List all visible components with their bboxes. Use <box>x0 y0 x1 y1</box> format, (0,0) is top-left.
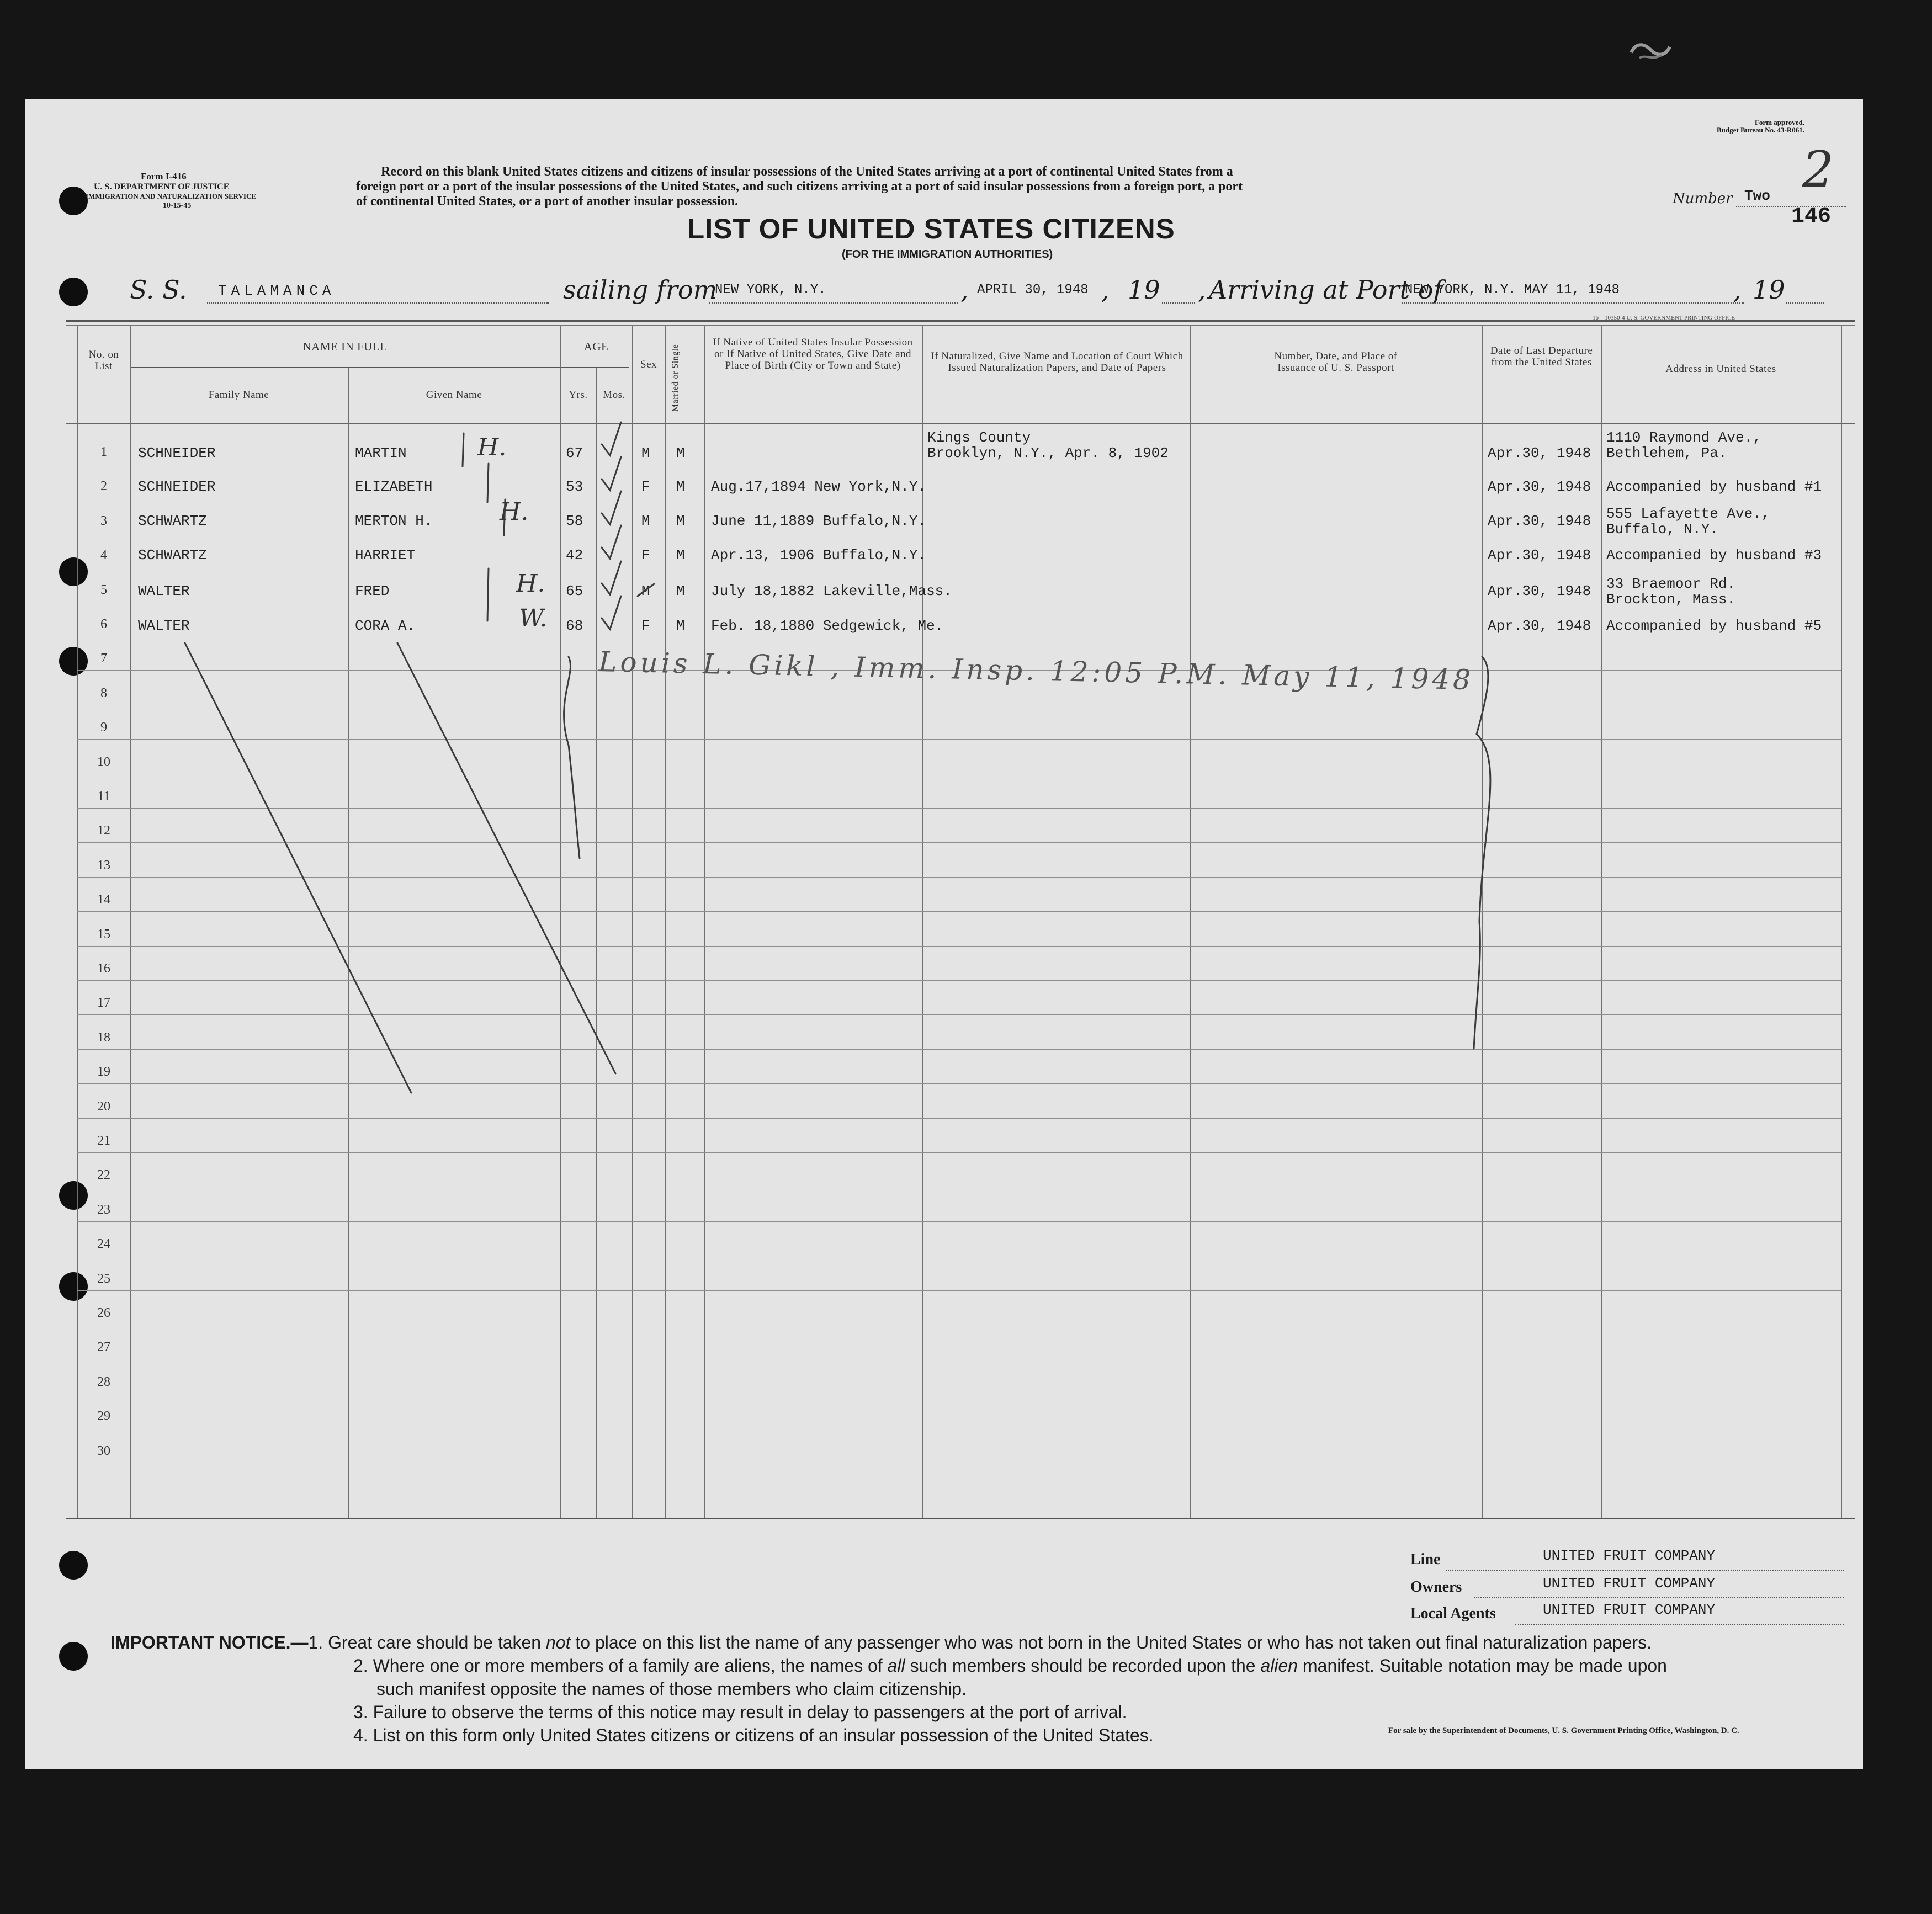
row-number: 18 <box>97 1030 110 1045</box>
row-number: 6 <box>100 617 107 631</box>
diagonal-stroke <box>397 643 615 1073</box>
instruction-line: Record on this blank United States citizens and citizens of insular possessions of the United States arriving at a port of continental United States from a <box>381 164 1233 179</box>
notice-text: to place on this list the name of any passenger who was not born in the United States or who has not taken out final naturalization papers. <box>570 1633 1652 1652</box>
notice-line-2b: such manifest opposite the names of those members who claim citizenship. <box>376 1679 967 1699</box>
row-number: 19 <box>97 1065 110 1080</box>
address-line: 33 Braemoor Rd. <box>1606 576 1736 592</box>
diagonal-stroke <box>185 643 411 1093</box>
mark-bar <box>487 568 489 621</box>
year-comma: , <box>1198 275 1206 305</box>
row-number: 15 <box>97 927 110 942</box>
header-age: AGE <box>583 340 609 353</box>
row-number: 23 <box>97 1202 110 1217</box>
header-passport: Number, Date, and Place of Issuance of U. S. Passport <box>1274 350 1398 374</box>
notice-line-2 <box>110 1654 1667 1677</box>
given-name: MERTON H. <box>355 513 433 529</box>
row-number: 5 <box>100 582 107 597</box>
sailing-date: APRIL 30, 1948 <box>977 283 1089 297</box>
header-native: If Native of United States Insular Possession or If Native of United States, Give Date and Place of Birth (City or Town and State) <box>713 337 913 371</box>
departure-date: Apr.30, 1948 <box>1488 547 1591 563</box>
mark-handwritten: H. <box>477 433 507 461</box>
line-label: Line <box>1410 1551 1441 1568</box>
form-id: Form I-416 <box>141 171 187 182</box>
sex: F <box>641 478 650 495</box>
address-line: Accompanied by husband #3 <box>1606 547 1822 563</box>
family-name: WALTER <box>138 618 190 634</box>
given-name: CORA A. <box>355 618 416 634</box>
marital-status: M <box>676 513 685 529</box>
year-label-1: 19 <box>1128 275 1160 305</box>
bracket-stroke <box>564 657 580 858</box>
given-name: FRED <box>355 583 390 599</box>
sailing-comma: , <box>1101 275 1110 305</box>
row-number: 30 <box>97 1443 110 1458</box>
row-number: 22 <box>97 1168 110 1183</box>
marital-status: M <box>676 445 685 461</box>
row-number: 3 <box>100 513 107 528</box>
family-name: SCHNEIDER <box>138 478 216 495</box>
manifest-sheet <box>25 99 1863 1769</box>
row-number: 21 <box>97 1134 110 1148</box>
sex: F <box>641 618 650 634</box>
mark-handwritten: W. <box>519 604 548 632</box>
approval-line: Form approved. <box>1754 118 1805 126</box>
family-name: WALTER <box>138 583 190 599</box>
marital-status: M <box>676 583 685 599</box>
notice-emphasis: alien <box>1260 1656 1298 1676</box>
age-years: 65 <box>566 583 583 599</box>
number-label: Number <box>1673 190 1733 207</box>
approval-line: Budget Bureau No. 43-R061. <box>1717 126 1805 134</box>
departure-date: Apr.30, 1948 <box>1488 618 1591 634</box>
inspector-signature: Louis L. Gikl , Imm. Insp. 12:05 P.M. May 11, 1948 <box>598 646 1474 697</box>
mark-handwritten: H. <box>500 498 529 526</box>
check-mark <box>602 457 621 490</box>
notice-line-4: 4. List on this form only United States citizens or citizens of an insular possession of the United States. <box>353 1725 1154 1745</box>
number-value: Two <box>1744 188 1770 204</box>
age-years: 58 <box>566 513 583 529</box>
header-family-name: Family Name <box>208 389 269 401</box>
row-number: 28 <box>97 1374 110 1389</box>
age-years: 67 <box>566 445 583 461</box>
check-mark <box>602 561 621 594</box>
address-line: Buffalo, N.Y. <box>1606 521 1718 538</box>
instruction-line: of continental United States, or a port of another insular possession. <box>356 194 739 209</box>
agents-value: UNITED FRUIT COMPANY <box>1543 1602 1716 1618</box>
header-sex: Sex <box>640 359 657 370</box>
arriving-port: NEW YORK, N.Y. MAY 11, 1948 <box>1405 283 1620 297</box>
form-date: 10-15-45 <box>163 201 192 210</box>
address-line: Accompanied by husband #5 <box>1606 618 1822 634</box>
agents-rule <box>1515 1624 1844 1625</box>
notice-label: IMPORTANT NOTICE.— <box>110 1633 309 1652</box>
notice-emphasis: all <box>887 1656 905 1676</box>
header-name-in-full: NAME IN FULL <box>302 340 388 353</box>
header-given-name: Given Name <box>426 389 482 401</box>
row-number: 12 <box>97 823 110 838</box>
age-years: 68 <box>566 618 583 634</box>
sailing-from: NEW YORK, N.Y. <box>715 283 826 297</box>
row-number: 17 <box>97 996 110 1011</box>
owners-rule <box>1474 1597 1844 1598</box>
header-naturalized: If Naturalized, Give Name and Location of Court Which Issued Naturalization Papers, and Date of Papers <box>931 350 1183 374</box>
notice-text: manifest. Suitable notation may be made upon <box>1298 1656 1667 1676</box>
naturalization-court: Kings County <box>927 429 1031 446</box>
page-title: LIST OF UNITED STATES CITIZENS <box>687 213 1175 244</box>
ss-label: S. S. <box>130 275 187 305</box>
row-number: 9 <box>100 720 107 735</box>
row-number: 29 <box>97 1409 110 1424</box>
departure-date: Apr.30, 1948 <box>1488 478 1591 495</box>
owners-label: Owners <box>1410 1578 1462 1596</box>
mark-bar <box>487 464 489 502</box>
given-name: HARRIET <box>355 547 416 563</box>
header-departure: Date of Last Departure from the United States <box>1490 345 1593 368</box>
sex: M <box>641 513 650 529</box>
number-handwritten: 2 <box>1802 141 1834 199</box>
arriving-label: Arriving at Port of <box>1209 275 1443 305</box>
notice-emphasis: not <box>545 1633 571 1652</box>
ship-name: TALAMANCA <box>218 283 336 299</box>
row-number: 14 <box>97 892 110 907</box>
line-value: UNITED FRUIT COMPANY <box>1543 1548 1716 1564</box>
comma: , <box>960 275 969 305</box>
check-mark <box>602 596 621 629</box>
notice-line-1 <box>110 1631 1667 1654</box>
handwritten-marks <box>25 99 1863 1769</box>
owners-value: UNITED FRUIT COMPANY <box>1543 1575 1716 1592</box>
row-number: 24 <box>97 1237 110 1252</box>
departure-date: Apr.30, 1948 <box>1488 583 1591 599</box>
department: U. S. DEPARTMENT OF JUSTICE <box>94 182 230 192</box>
header-address: Address in United States <box>1665 363 1776 375</box>
sex: F <box>641 547 650 563</box>
address-line: 555 Lafayette Ave., <box>1606 506 1770 522</box>
marital-status: M <box>676 478 685 495</box>
row-number: 27 <box>97 1340 110 1355</box>
family-name: SCHWARTZ <box>138 547 207 563</box>
naturalization-date: Brooklyn, N.Y., Apr. 8, 1902 <box>927 445 1169 461</box>
row-number: 20 <box>97 1099 110 1114</box>
departure-date: Apr.30, 1948 <box>1488 445 1591 461</box>
header-no: No. on List <box>88 349 119 372</box>
marital-status: M <box>676 618 685 634</box>
address-line: Bethlehem, Pa. <box>1606 445 1727 461</box>
birth-date-place: Feb. 18,1880 Sedgewick, Me. <box>711 618 944 634</box>
bracket-stroke <box>1474 657 1490 1049</box>
birth-date-place: June 11,1889 Buffalo,N.Y. <box>711 513 927 529</box>
birth-date-place: Apr.13, 1906 Buffalo,N.Y. <box>711 547 927 563</box>
smudge-mark <box>1628 39 1673 66</box>
row-number: 2 <box>100 479 107 494</box>
check-mark <box>602 525 621 559</box>
row-number: 16 <box>97 961 110 976</box>
given-name: ELIZABETH <box>355 478 433 495</box>
header-yrs: Yrs. <box>569 389 588 401</box>
sex-slash <box>638 584 654 596</box>
mark-bar <box>463 433 464 466</box>
sailing-label: sailing from <box>563 275 718 305</box>
sheet-number: 146 <box>1791 204 1832 229</box>
mark-bar <box>504 499 505 535</box>
notice-text: 1. Great care should be taken <box>308 1633 546 1652</box>
notice-text: 2. Where one or more members of a family are aliens, the names of <box>353 1656 888 1676</box>
notice-line-3: 3. Failure to observe the terms of this notice may result in delay to passengers at the port of arrival. <box>353 1702 1127 1722</box>
sex: M <box>641 583 650 599</box>
instruction-line: foreign port or a port of the insular possessions of the United States, and such citizens arriving at a port of said insular possessions from a foreign port, a port <box>356 179 1243 194</box>
arriving-comma: , <box>1733 275 1742 305</box>
given-name: MARTIN <box>355 445 407 461</box>
mark-handwritten: H. <box>516 570 545 598</box>
printer-credit: For sale by the Superintendent of Documents, U. S. Government Printing Office, Washington, D. C. <box>1388 1726 1739 1735</box>
row-number: 25 <box>97 1271 110 1286</box>
agents-label: Local Agents <box>1410 1605 1496 1622</box>
row-number: 7 <box>100 651 107 666</box>
address-line: 1110 Raymond Ave., <box>1606 429 1761 446</box>
header-mos: Mos. <box>603 389 625 401</box>
family-name: SCHWARTZ <box>138 513 207 529</box>
age-years: 53 <box>566 478 583 495</box>
print-code: 16—10350-4 U. S. GOVERNMENT PRINTING OFFICE <box>1593 315 1735 321</box>
family-name: SCHNEIDER <box>138 445 216 461</box>
line-rule <box>1446 1570 1844 1571</box>
age-years: 42 <box>566 547 583 563</box>
row-number: 8 <box>100 685 107 700</box>
row-number: 26 <box>97 1306 110 1320</box>
row-number: 10 <box>97 754 110 769</box>
year-label-2: 19 <box>1753 275 1785 305</box>
row-number: 11 <box>97 789 110 804</box>
birth-date-place: Aug.17,1894 New York,N.Y. <box>711 478 927 495</box>
departure-date: Apr.30, 1948 <box>1488 513 1591 529</box>
check-mark <box>602 491 621 524</box>
address-line: Accompanied by husband #1 <box>1606 478 1822 495</box>
address-line: Brockton, Mass. <box>1606 591 1736 608</box>
notice-text: such members should be recorded upon the <box>905 1656 1261 1676</box>
row-number: 4 <box>100 548 107 563</box>
row-number: 13 <box>97 858 110 873</box>
sex: M <box>641 445 650 461</box>
page-subtitle: (FOR THE IMMIGRATION AUTHORITIES) <box>842 248 1053 260</box>
marital-status: M <box>676 547 685 563</box>
service: IMMIGRATION AND NATURALIZATION SERVICE <box>86 192 257 200</box>
check-mark <box>602 422 621 455</box>
birth-date-place: July 18,1882 Lakeville,Mass. <box>711 583 952 599</box>
header-married-single: Married or Single <box>671 344 680 412</box>
row-number: 1 <box>100 445 107 459</box>
